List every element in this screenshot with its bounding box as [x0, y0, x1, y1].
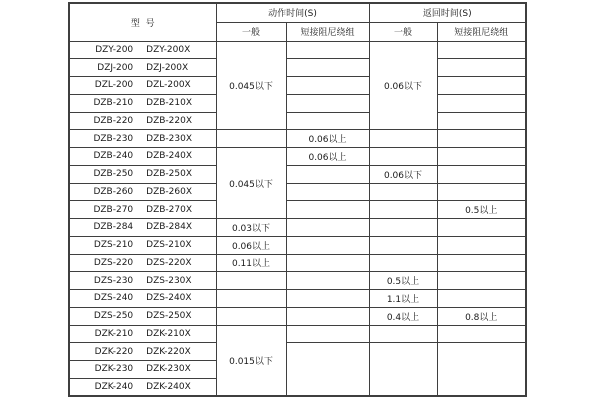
return-damping-header: 短接阻尼绕组 — [437, 22, 526, 41]
model-name: DZS-230 — [93, 275, 134, 286]
model-name: DZS-250 — [93, 311, 134, 322]
model-cell — [69, 201, 216, 219]
model-cell — [69, 148, 216, 166]
table-row — [69, 41, 526, 59]
model-name-x: DZB-270X — [146, 204, 193, 215]
model-name: DZB-240 — [93, 151, 134, 162]
action-damping-header: 短接阻尼绕组 — [286, 22, 369, 41]
action-damping-cell-empty — [286, 59, 369, 77]
model-name: DZB-260 — [93, 186, 134, 197]
table-row — [69, 148, 526, 166]
action-damping-cell-empty — [286, 77, 369, 95]
model-cell — [69, 307, 216, 325]
return-general-cell-empty — [369, 183, 437, 201]
model-name-x: DZS-250X — [146, 311, 192, 322]
table-row — [69, 59, 526, 77]
model-name-x: DZB-240X — [146, 151, 193, 162]
return-general-cell-empty — [369, 219, 437, 237]
action-damping-cell: 0.06以上 — [286, 130, 369, 148]
model-cell — [69, 112, 216, 130]
action-general-cell-empty — [216, 307, 286, 325]
model-name: DZB-210 — [93, 98, 134, 109]
model-name-x: DZS-210X — [146, 240, 192, 251]
table-row — [69, 272, 526, 290]
action-damping-cell-empty — [286, 41, 369, 59]
return-general-cell-empty — [369, 148, 437, 166]
model-cell — [69, 165, 216, 183]
table-row — [69, 343, 526, 361]
table-row — [69, 201, 526, 219]
return-general-cell-empty — [369, 254, 437, 272]
return-general-cell: 0.5以上 — [369, 272, 437, 290]
model-name-x: DZK-210X — [146, 328, 191, 339]
model-name-x: DZJ-200X — [146, 62, 189, 73]
model-cell — [69, 59, 216, 77]
model-name: DZJ-200 — [97, 62, 134, 73]
action-damping-cell-empty — [286, 201, 369, 219]
action-general-cell: 0.045以下 — [216, 41, 286, 130]
table-row — [69, 77, 526, 95]
return-damping-cell-empty — [437, 112, 526, 130]
return-general-cell-empty — [369, 325, 437, 343]
action-general-header: 一般 — [216, 22, 286, 41]
return-time-header: 返回时间(S) — [369, 3, 526, 22]
action-damping-cell-empty — [286, 112, 369, 130]
return-damping-cell-empty — [437, 219, 526, 237]
model-cell — [69, 325, 216, 343]
action-general-cell: 0.045以下 — [216, 148, 286, 219]
action-general-cell-empty — [216, 290, 286, 308]
model-name: DZB-284 — [93, 222, 134, 233]
model-name: DZL-200 — [94, 80, 134, 91]
table-row — [69, 307, 526, 325]
table-row — [69, 130, 526, 148]
model-cell — [69, 272, 216, 290]
action-general-cell: 0.03以下 — [216, 219, 286, 237]
action-general-cell-empty — [216, 130, 286, 148]
action-damping-cell-empty — [286, 94, 369, 112]
model-name-x: DZY-200X — [146, 44, 191, 55]
return-damping-cell-empty — [437, 148, 526, 166]
model-name: DZB-220 — [93, 115, 134, 126]
spec-table — [68, 2, 527, 397]
return-damping-cell-empty — [437, 183, 526, 201]
model-name-x: DZK-220X — [146, 346, 191, 357]
model-name: DZK-220 — [94, 346, 134, 357]
action-general-cell: 0.11以上 — [216, 254, 286, 272]
action-general-cell: 0.015以下 — [216, 325, 286, 396]
model-cell — [69, 94, 216, 112]
model-cell — [69, 77, 216, 95]
return-general-cell-empty — [369, 130, 437, 148]
action-damping-cell-empty — [286, 183, 369, 201]
model-name-x: DZK-240X — [146, 381, 191, 392]
table-row — [69, 290, 526, 308]
return-damping-cell-empty — [437, 343, 526, 396]
return-general-cell: 0.06以下 — [369, 41, 437, 130]
table-row — [69, 219, 526, 237]
model-name-x: DZB-210X — [146, 98, 193, 109]
model-cell — [69, 290, 216, 308]
return-damping-cell-empty — [437, 77, 526, 95]
return-damping-cell: 0.8以上 — [437, 307, 526, 325]
model-name: DZB-230 — [93, 133, 134, 144]
return-damping-cell-empty — [437, 59, 526, 77]
model-name-x: DZB-230X — [146, 133, 193, 144]
model-name: DZK-240 — [94, 381, 134, 392]
table-row — [69, 183, 526, 201]
model-cell — [69, 41, 216, 59]
model-name: DZB-250 — [93, 169, 134, 180]
return-general-cell: 1.1以上 — [369, 290, 437, 308]
return-general-cell-empty — [369, 201, 437, 219]
model-name: DZK-230 — [94, 364, 134, 375]
model-name-x: DZB-250X — [146, 169, 193, 180]
model-cell — [69, 361, 216, 379]
action-damping-cell-empty — [286, 290, 369, 308]
model-cell — [69, 236, 216, 254]
return-damping-cell-empty — [437, 130, 526, 148]
return-damping-cell: 0.5以上 — [437, 201, 526, 219]
action-damping-cell-empty — [286, 307, 369, 325]
model-name: DZS-240 — [93, 293, 134, 304]
model-name-x: DZS-230X — [146, 275, 192, 286]
table-row — [69, 165, 526, 183]
model-cell — [69, 219, 216, 237]
table-row — [69, 112, 526, 130]
model-name-x: DZS-240X — [146, 293, 192, 304]
model-name: DZY-200 — [95, 44, 134, 55]
action-damping-cell-empty — [286, 236, 369, 254]
model-name: DZB-270 — [93, 204, 134, 215]
table-row — [69, 236, 526, 254]
action-damping-cell-empty — [286, 254, 369, 272]
return-general-cell: 0.06以下 — [369, 165, 437, 183]
model-name: DZK-210 — [94, 328, 134, 339]
return-general-cell-empty — [369, 236, 437, 254]
return-general-cell: 0.4以上 — [369, 307, 437, 325]
return-damping-cell-empty — [437, 325, 526, 343]
model-cell — [69, 254, 216, 272]
model-name-x: DZL-200X — [146, 80, 191, 91]
table-row — [69, 94, 526, 112]
action-time-header: 动作时间(S) — [216, 3, 369, 22]
return-damping-cell-empty — [437, 94, 526, 112]
model-column-header: 型 号 — [69, 3, 216, 41]
model-name-x: DZS-220X — [146, 257, 192, 268]
model-cell — [69, 378, 216, 396]
return-damping-cell-empty — [437, 41, 526, 59]
model-name-x: DZB-260X — [146, 186, 193, 197]
model-cell — [69, 343, 216, 361]
return-damping-cell-empty — [437, 165, 526, 183]
model-name: DZS-210 — [93, 240, 134, 251]
return-damping-cell-empty — [437, 254, 526, 272]
model-cell — [69, 130, 216, 148]
model-name-x: DZB-220X — [146, 115, 193, 126]
model-name: DZS-220 — [93, 257, 134, 268]
return-damping-cell-empty — [437, 236, 526, 254]
table-row — [69, 254, 526, 272]
action-general-cell-empty — [216, 272, 286, 290]
model-name-x: DZK-230X — [146, 364, 191, 375]
action-damping-cell-empty — [286, 325, 369, 343]
action-damping-cell-empty — [286, 165, 369, 183]
action-damping-cell-empty — [286, 219, 369, 237]
model-cell — [69, 183, 216, 201]
action-damping-cell-empty — [286, 272, 369, 290]
action-damping-cell: 0.06以上 — [286, 148, 369, 166]
return-general-header: 一般 — [369, 22, 437, 41]
table-row — [69, 325, 526, 343]
return-damping-cell-empty — [437, 290, 526, 308]
action-damping-cell-empty — [286, 343, 369, 396]
return-damping-cell-empty — [437, 272, 526, 290]
spec-table-wrap — [68, 2, 527, 397]
header-row-1 — [69, 3, 526, 22]
model-name-x: DZB-284X — [146, 222, 193, 233]
return-general-cell-empty — [369, 343, 437, 396]
action-general-cell: 0.06以上 — [216, 236, 286, 254]
